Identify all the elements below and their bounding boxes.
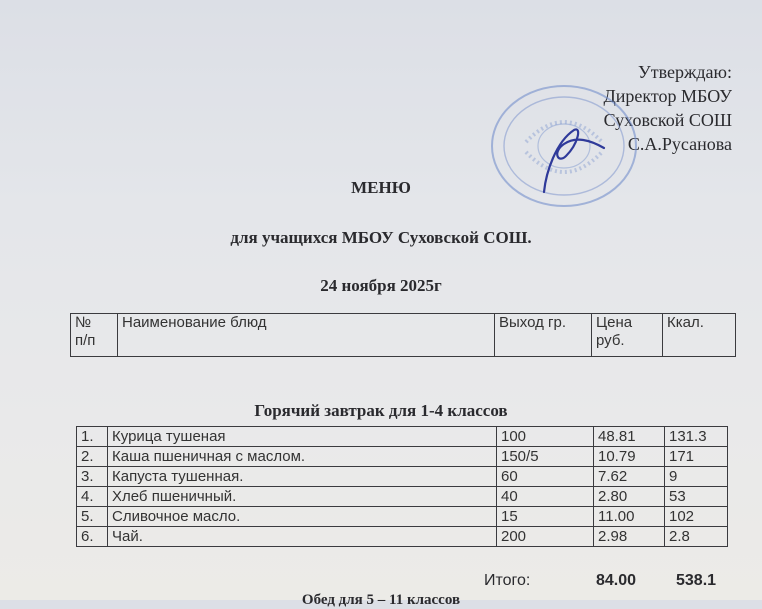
section-2-title: Обед для 5 – 11 классов: [301, 592, 461, 608]
row-dish-name: Сливочное масло.: [108, 507, 497, 527]
header-row: [71, 314, 736, 357]
menu-title: МЕНЮ: [351, 178, 411, 197]
row-price: 10.79: [594, 447, 665, 467]
row-kcal: 102: [665, 507, 728, 527]
total-kcal: 538.1: [676, 572, 717, 589]
row-kcal: 131.3: [665, 427, 728, 447]
table-row: [77, 467, 728, 487]
breakfast-table: [76, 426, 728, 547]
row-dish-name: Чай.: [108, 527, 497, 547]
table-row: [77, 527, 728, 547]
row-price: 2.80: [594, 487, 665, 507]
row-price: 2.98: [594, 527, 665, 547]
approval-line-2: Директор МБОУ: [603, 86, 732, 106]
col-yield-header: Выход гр.: [495, 314, 592, 357]
row-yield: 40: [497, 487, 594, 507]
row-yield: 200: [497, 527, 594, 547]
row-num: 6.: [77, 527, 108, 547]
menu-date: 24 ноября 2025г: [320, 276, 442, 295]
total-price: 84.00: [596, 572, 637, 589]
row-kcal: 9: [665, 467, 728, 487]
approval-line-3: Суховской СОШ: [603, 110, 732, 130]
total-label: Итого:: [484, 572, 531, 589]
col-kcal-header: Ккал.: [663, 314, 736, 357]
row-num: 4.: [77, 487, 108, 507]
row-kcal: 53: [665, 487, 728, 507]
row-dish-name: Хлеб пшеничный.: [108, 487, 497, 507]
row-yield: 60: [497, 467, 594, 487]
row-num: 2.: [77, 447, 108, 467]
col-num-header: № п/п: [71, 314, 118, 357]
row-yield: 150/5: [497, 447, 594, 467]
row-num: 1.: [77, 427, 108, 447]
table-row: [77, 427, 728, 447]
row-dish-name: Каша пшеничная с маслом.: [108, 447, 497, 467]
row-dish-name: Курица тушеная: [108, 427, 497, 447]
table-row: [77, 487, 728, 507]
row-kcal: 2.8: [665, 527, 728, 547]
row-yield: 15: [497, 507, 594, 527]
table-row: [77, 507, 728, 527]
table-row: [77, 447, 728, 467]
approval-line-1: Утверждаю:: [637, 62, 732, 82]
row-dish-name: Капуста тушенная.: [108, 467, 497, 487]
row-price: 11.00: [594, 507, 665, 527]
columns-header-table: [70, 313, 736, 357]
row-num: 3.: [77, 467, 108, 487]
row-price: 48.81: [594, 427, 665, 447]
approval-line-4: С.А.Русанова: [627, 134, 732, 154]
col-name-header: Наименование блюд: [118, 314, 495, 357]
row-kcal: 171: [665, 447, 728, 467]
section-1-title: Горячий завтрак для 1-4 классов: [254, 401, 508, 420]
menu-subtitle: для учащихся МБОУ Суховской СОШ.: [230, 228, 532, 247]
row-yield: 100: [497, 427, 594, 447]
row-num: 5.: [77, 507, 108, 527]
row-price: 7.62: [594, 467, 665, 487]
col-price-header: Цена руб.: [592, 314, 663, 357]
